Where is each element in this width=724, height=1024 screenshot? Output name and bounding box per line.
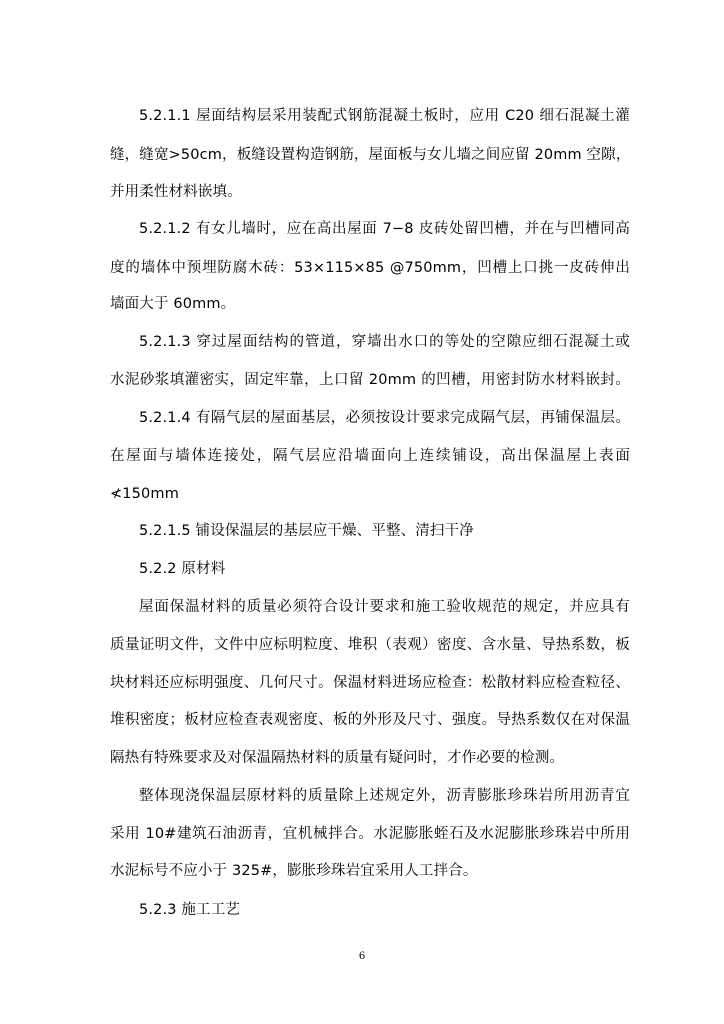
paragraph-line: ≮150mm [110,486,179,502]
paragraph-line: 采用 10#建筑石油沥青，宜机械拌合。水泥膨胀蛭石及水泥膨胀珍珠岩中所用 [110,826,630,842]
paragraph-line: 块材料还应标明强度、几何尺寸。保温材料进场应检查：松散材料应检查粒径、 [110,675,630,691]
paragraph-line: 并用柔性材料嵌填。 [110,184,242,200]
section-heading: 5.2.3 施工工艺 [139,902,241,918]
paragraph-line: 墙面大于 60mm。 [110,296,236,312]
paragraph-line: 5.2.1.5 铺设保温层的基层应干燥、平整、清扫干净 [139,523,474,539]
paragraph-line: 水泥标号不应小于 325#，膨胀珍珠岩宜采用人工拌合。 [110,863,478,879]
paragraph-line: 水泥砂浆填灌密实，固定牢靠，上口留 20mm 的凹槽，用密封防水材料嵌封。 [110,372,630,388]
paragraph-line: 屋面保温材料的质量必须符合设计要求和施工验收规范的规定，并应具有 [139,599,630,615]
paragraph-line: 5.2.1.4 有隔气层的屋面基层，必须按设计要求完成隔气层，再铺保温层。 [139,410,630,426]
paragraph-line: 整体现浇保温层原材料的质量除上述规定外，沥青膨胀珍珠岩所用沥青宜 [139,788,630,804]
page-number: 6 [358,951,366,962]
paragraph-line: 在屋面与墙体连接处，隔气层应沿墙面向上连续铺设，高出保温屋上表面 [110,448,630,464]
paragraph-line: 隔热有特殊要求及对保温隔热材料的质量有疑问时，才作必要的检测。 [110,750,565,766]
paragraph-line: 5.2.1.2 有女儿墙时，应在高出屋面 7−8 皮砖处留凹槽，并在与凹槽同高 [139,221,630,237]
paragraph-line: 质量证明文件，文件中应标明粒度、堆积（表观）密度、含水量、导热系数，板 [110,637,630,653]
paragraph-line: 缝，缝宽>50cm，板缝设置构造钢筋，屋面板与女儿墙之间应留 20mm 空隙， [110,147,631,163]
section-heading: 5.2.2 原材料 [139,561,226,577]
paragraph-line: 5.2.1.1 屋面结构层采用装配式钢筋混凝土板时，应用 C20 细石混凝土灌 [139,108,630,124]
paragraph-line: 堆积密度；板材应检查表观密度、板的外形及尺寸、强度。导热系数仅在对保温 [110,712,630,728]
paragraph-line: 5.2.1.3 穿过屋面结构的管道，穿墙出水口的等处的空隙应细石混凝土或 [139,334,630,350]
paragraph-line: 度的墙体中预埋防腐木砖：53×115×85 @750mm，凹槽上口挑一皮砖伸出 [110,260,630,276]
